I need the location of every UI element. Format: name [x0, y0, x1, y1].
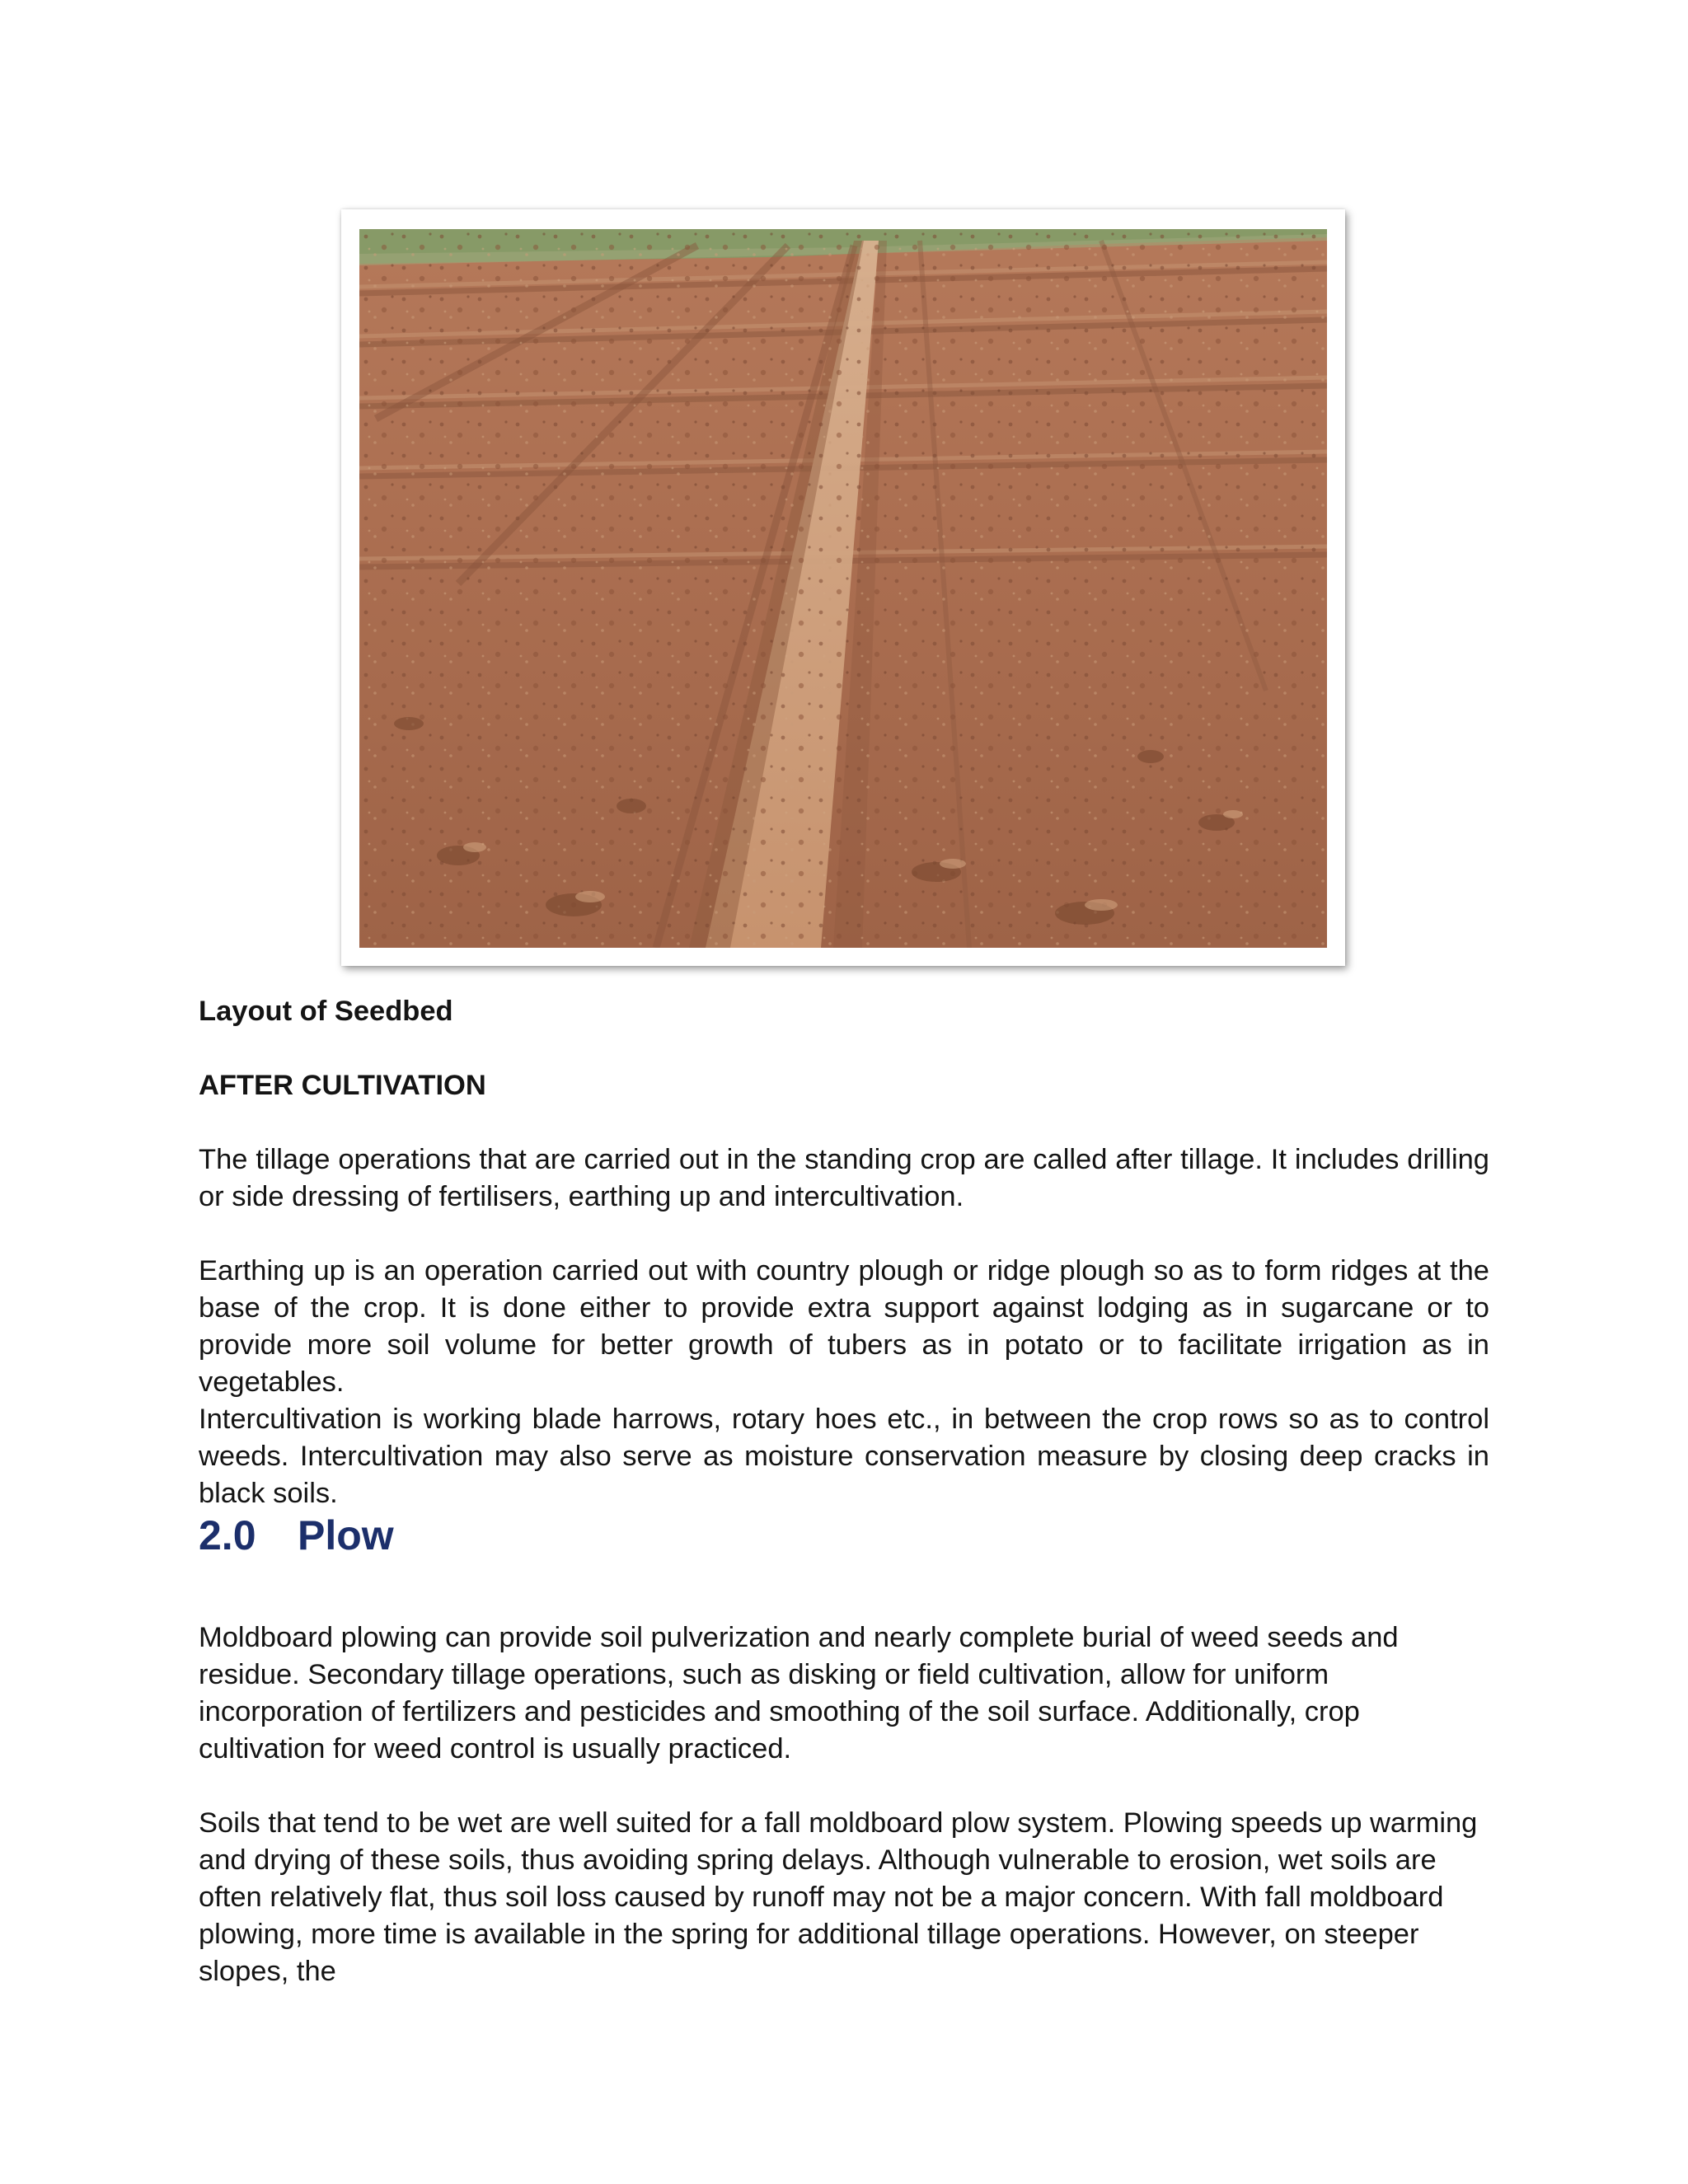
- seedbed-figure: [341, 209, 1345, 966]
- paragraph-wet-soils: Soils that tend to be wet are well suited for a fall moldboard plow system. Plowing speeds up warming and drying of these soils, thus avoiding spring delays. Although vulnerable to erosion, wet soils are often relatively flat, thus soil loss caused by runoff may not be a major concern. With fall moldboard plowing, more time is available in the spring for additional tillage operations. However, on steeper slopes, the: [199, 1807, 1478, 1987]
- seedbed-photo: [359, 229, 1327, 948]
- paragraph-intercultivation: Intercultivation is working blade harrows, rotary hoes etc., in between the crop rows so as to control weeds. Intercultivation may also serve as moisture conservation measure by closing deep cracks in black soils.: [199, 1404, 1489, 1509]
- section-heading-text: Plow: [298, 1512, 394, 1558]
- section-title-after-cultivation: AFTER CULTIVATION: [199, 1070, 486, 1101]
- figure-caption: Layout of Seedbed: [199, 996, 453, 1027]
- section-heading-plow: [199, 1511, 394, 1560]
- paragraph-moldboard-plowing: Moldboard plowing can provide soil pulverization and nearly complete burial of weed seeds and residue. Secondary tillage operations, such as disking or field cultivation, allow for uniform incorporation of fertilizers and pesticides and smoothing of the soil surface. Additionally, crop cultivation for weed control is usually practiced.: [199, 1622, 1399, 1765]
- paragraph-earthing-up: Earthing up is an operation carried out with country plough or ridge plough so as to form ridges at the base of the crop. It is done either to provide extra support against lodging as in sugarcane or to provide more soil volume for better growth of tubers as in potato or to facilitate irrigation as in vegetables.: [199, 1255, 1489, 1398]
- paragraph-group-earthing: [199, 1253, 1489, 1512]
- section-number: 2.0: [199, 1512, 256, 1558]
- paragraph-after-tillage: The tillage operations that are carried out in the standing crop are called after tillage. It includes drilling or side dressing of fertilisers, earthing up and intercultivation.: [199, 1144, 1489, 1212]
